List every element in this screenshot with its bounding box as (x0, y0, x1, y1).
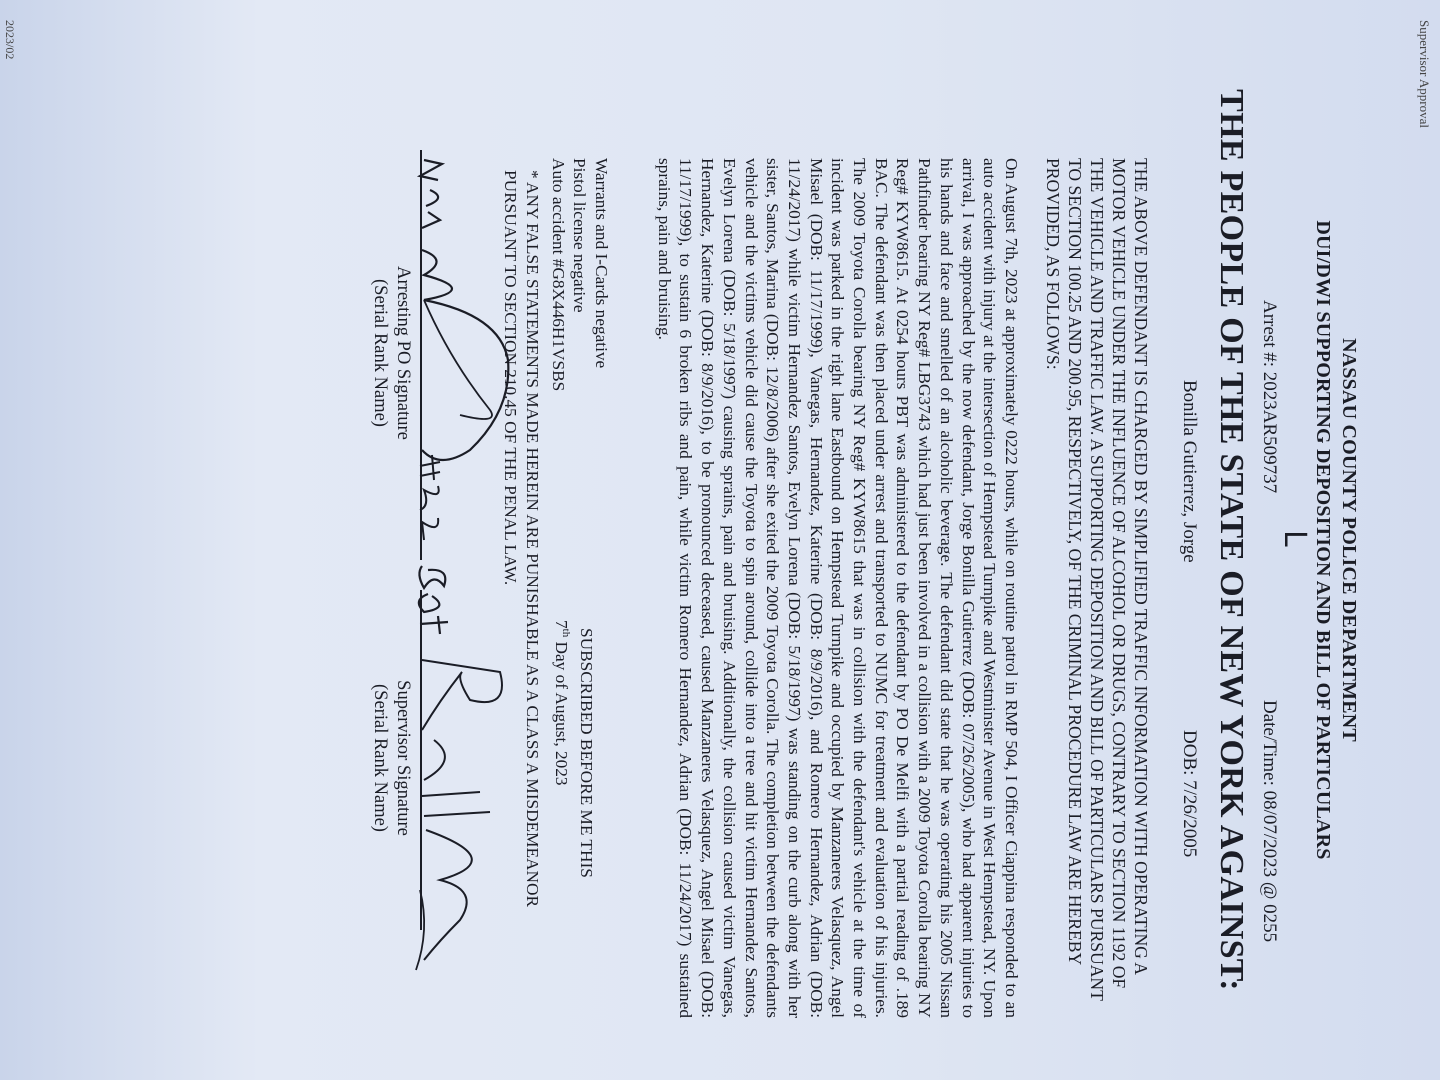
arresting-signature (410, 150, 520, 550)
form-title: DUI/DWI SUPPORTING DEPOSITION AND BILL OF PARTICULARS (1312, 220, 1334, 860)
note-accident: Auto accident #G8X446H1VSBS (548, 158, 568, 392)
edge-text: 2023/02 (3, 20, 17, 60)
note-warrants: Warrants and I-Cards negative (592, 158, 611, 369)
supervisor-signature-label (368, 628, 414, 888)
narrative-paragraph: On August 7th, 2023 at approximately 0222 hours, while on routine patrol in RMP 504, I Officer Ciappina responded to an auto accident with injury at the intersection of Hempstead Turnpike and Westminster Avenue in West Hempstead, NY. Upon arrival, I was approached by the now defendant, Jorge Bonilla Gutierrez (DOB: 07/26/2005), who had apparent injuries to his hands and face and smelled of an alcoholic beverage. The defendant did state that he was operating his 2005 Nissan Pathfinder bearing NY Reg# LBG3743 which had just been involved in a collision with a 2009 Toyota Corolla bearing NY Reg# KYW8615. At 0254 hours PBT was administered to the defendant by PO De Melfi with a partial reading of .189 BAC. The defendant was then placed under arrest and transported to NUMC for treatment and evaluation of his injuries. The 2009 Toyota Corolla bearing NY Reg# KYW8615 that was in collision with the defendant's vehicle at the time of incident was parked in the right lane Eastbound on Hempstead Turnpike and occupied by Manzaneres Velasquez, Angel Misael (DOB: 11/17/1999), Vanegas, Hernandez, Katerine (DOB: 8/9/2016), and Romero Hernandez, Adrian (DOB: 11/24/2017) while victim Hernandez Santos, Evelyn Lorena (DOB: 5/18/1997) was standing on the curb along with her sister, Santos, Marina (DOB: 12/8/2006) after she exited the 2009 Toyota Corolla. The completion between the defendants vehicle and the victims vehicle did cause the Toyota to spin around, collide into a tree and hit victim Hernandez Santos, Evelyn Lorena (DOB: 5/18/1997) causing sprains, pain and bruising. Additionally, the collision caused victim Vanegas, Hernandez, Katerine (DOB: 8/9/2016), to be pronounced deceased, caused Manzaneres Velasquez, Angel Misael (DOB: 11/17/1999), to sustain 6 broken ribs and pain, while victim Romero Hernandez, Adrian (DOB: 11/24/2017) sustained sprains, pain and bruising. (654, 158, 1021, 1018)
defendant-name: Bonilla Gutierrez, Jorge (1179, 380, 1200, 563)
day-suffix: th (560, 628, 572, 638)
date-time: Date/Time: 08/07/2023 @ 0255 (1259, 700, 1280, 943)
supervisor-signature (410, 560, 520, 980)
day-number: 7 (552, 620, 572, 629)
subscribed-date (551, 620, 572, 786)
handwritten-mark: L (1277, 530, 1312, 547)
department-heading: NASSAU COUNTY POLICE DEPARTMENT (1338, 338, 1360, 742)
corner-text: Supervisor Approval (1417, 20, 1432, 128)
false-statement-line-2: PURSUANT TO SECTION 210.45 OF THE PENAL LAW. (501, 170, 521, 586)
note-pistol: Pistol license negative (570, 158, 590, 313)
record-notes (547, 158, 612, 658)
charge-statement: THE ABOVE DEFENDANT IS CHARGED BY SIMPLIFIED TRAFFIC INFORMATION WITH OPERATING A MOTOR VEHICLE UNDER THE INFLUENCE OF ALCOHOL OR DRUGS, CONTRARY TO SECTION 1192 OF THE VEHICLE AND TRAFFIC LAW. A SUPPORTING DEPOSITION AND BILL OF PARTICULARS PURSUANT TO SECTION 100.25 AND 200.95, RESPECTIVELY, OF THE CRIMINAL PROCEDURE LAW ARE HEREBY PROVIDED, AS FOLLOWS: (1043, 158, 1151, 1001)
defendant-dob: DOB: 7/26/2005 (1179, 730, 1200, 858)
day-rest: Day of August, 2023 (552, 637, 572, 786)
subscribed-line: SUBSCRIBED BEFORE ME THIS (577, 628, 596, 878)
arresting-sub: (Serial Rank Name) (370, 279, 390, 427)
arrest-number: Arrest #: 2023AR509737 (1259, 300, 1280, 494)
arresting-signature-label (368, 223, 414, 483)
supervisor-sub: (Serial Rank Name) (370, 684, 390, 832)
false-statement-line-1: * ANY FALSE STATEMENTS MADE HEREIN ARE PUNISHABLE AS A CLASS A MISDEMEANOR (523, 170, 542, 907)
arresting-label: Arresting PO Signature (393, 266, 413, 440)
caption-heading: THE PEOPLE OF THE STATE OF NEW YORK AGAINST: (1213, 89, 1250, 991)
arresting-signature-line (420, 150, 422, 560)
supervisor-label: Supervisor Signature (393, 680, 413, 836)
supervisor-signature-line (420, 590, 422, 930)
